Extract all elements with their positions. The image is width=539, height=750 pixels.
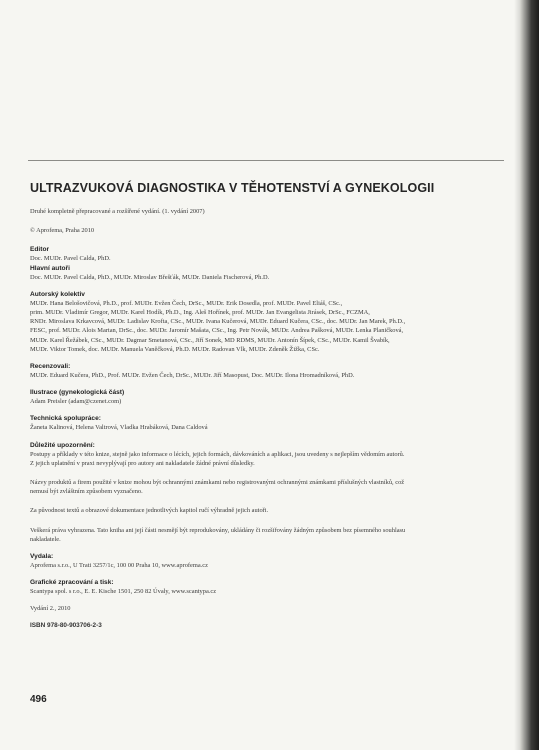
- editor-heading: Editor: [30, 246, 50, 254]
- edition-note: Druhé kompletně přepracované a rozšířené vydání. (1. vydání 2007): [30, 208, 205, 215]
- page-number: 496: [30, 694, 47, 705]
- trademarks-line: nemusí být zvláštním způsobem vyznačeno.: [30, 488, 143, 496]
- editor-text: Doc. MUDr. Pavel Calda, PhD.: [30, 255, 111, 263]
- authors-line: MUDr. Hana Belošovičová, Ph.D., prof. MUDr. Evžen Čech, DrSc., MUDr. Erik Dosedla, prof. MUDr. Pavel Eliáš, CSc.,: [30, 299, 343, 307]
- horizontal-rule: [28, 160, 504, 161]
- technical-text: Žaneta Kalinová, Helena Valtrová, Vladka Hrabáková, Dana Caldová: [30, 424, 208, 432]
- reviewers-heading: Recenzovali:: [30, 363, 71, 371]
- important-heading: Důležité upozornění:: [30, 441, 95, 449]
- main-authors-text: Doc. MUDr. Pavel Calda, PhD., MUDr. Miroslav Břešťák, MUDr. Daniela Fischerová, Ph.D.: [30, 273, 270, 281]
- publisher-heading: Vydala:: [30, 553, 54, 561]
- authors-line: MUDr. Karel Řežábek, CSc., MUDr. Dagmar Smetanová, CSc., Jiří Sonek, MD RDMS, MUDr. Antonín Šípek, CSc., MUDr. Kamil Švabík,: [30, 336, 390, 344]
- important-line: Postupy a příklady v této knize, stejně jako informace o lécích, jejich formách, dávkováních a aplikaci, jsou uvedeny s nejlepším vědomím autorů.: [30, 450, 405, 458]
- reviewers-text: MUDr. Eduard Kučera, PhD., Prof. MUDr. Evžen Čech, DrSc., MUDr. Jiří Masopust, Doc. MUDr. Ilona Hromadníková, PhD.: [30, 372, 355, 380]
- book-spine: [520, 0, 539, 750]
- copyright-line: © Aprofema, Praha 2010: [30, 227, 95, 235]
- publisher-text: Aprofema s.r.o., U Trati 3257/1c, 100 00 Praha 10, www.aprofema.cz: [30, 562, 208, 570]
- imprint-content: [30, 181, 478, 629]
- illustrations-heading: Ilustrace (gynekologická část): [30, 389, 125, 397]
- trademarks-line: Názvy produktů a firem použité v knize mohou být ochrannými známkami nebo registrovanými ochrannými známkami příslušných vlastníků, což: [30, 479, 405, 487]
- print-text: Scantypa spol. s r.o., E. E. Kische 1501, 250 82 Úvaly, www.scantypa.cz: [30, 588, 217, 596]
- book-title: ULTRAZVUKOVÁ DIAGNOSTIKA V TĚHOTENSTVÍ A GYNEKOLOGII: [30, 181, 435, 195]
- authors-line: prim. MUDr. Vladimír Gregor, MUDr. Karel Hodík, Ph.D., Ing. Aleš Hořínek, prof. MUDr. Jan Evangelista Jirásek, DrSc., FCZMA,: [30, 309, 370, 317]
- illustrations-text: Adam Preisler (adam@czenet.com): [30, 398, 122, 406]
- authors-line: MUDr. Viktor Tomek, doc. MUDr. Manuela Vaněčková, Ph.D. MUDr. Radovan Vlk, MUDr. Zdeněk Žižka, CSc.: [30, 345, 320, 353]
- important-line: Z jejich uplatnění v praxi nevyplývají pro autory ani nakladatele žádné právní důsledky.: [30, 459, 255, 467]
- print-heading: Grafické zpracování a tisk:: [30, 579, 114, 587]
- rights-line: nakladatele.: [30, 535, 61, 543]
- original-texts-line: Za původnost textů a obrazové dokumentace jednotlivých kapitol ručí výhradně jejich autoři.: [30, 507, 269, 515]
- authors-line: FESC, prof. MUDr. Alois Martan, DrSc., doc. MUDr. Jaromír Mašata, CSc., Ing. Petr Novák, MUDr. Andrea Pašková, MUDr. Lenka Planičková,: [30, 327, 404, 335]
- authors-collective-heading: Autorský kolektiv: [30, 290, 85, 298]
- authors-line: RNDr. Miroslava Krkavcová, MUDr. Ladislav Krofta, CSc., MUDr. Ivana Kučerová, MUDr. Eduard Kučera, CSc., doc. MUDr. Jan Marek, Ph.D.,: [30, 318, 406, 326]
- edition-line: Vydání 2., 2010: [30, 605, 71, 613]
- technical-heading: Technická spolupráce:: [30, 415, 101, 423]
- main-authors-heading: Hlavní autoři: [30, 264, 70, 272]
- authors-collective-list: [30, 299, 478, 354]
- rights-line: Veškerá práva vyhrazena. Tato kniha ani její části nesmějí být reprodukovány, ukládány či rozšiřovány žádným způsobem bez písemného souhlasu: [30, 526, 406, 534]
- isbn-line: ISBN 978-80-903706-2-3: [30, 621, 102, 629]
